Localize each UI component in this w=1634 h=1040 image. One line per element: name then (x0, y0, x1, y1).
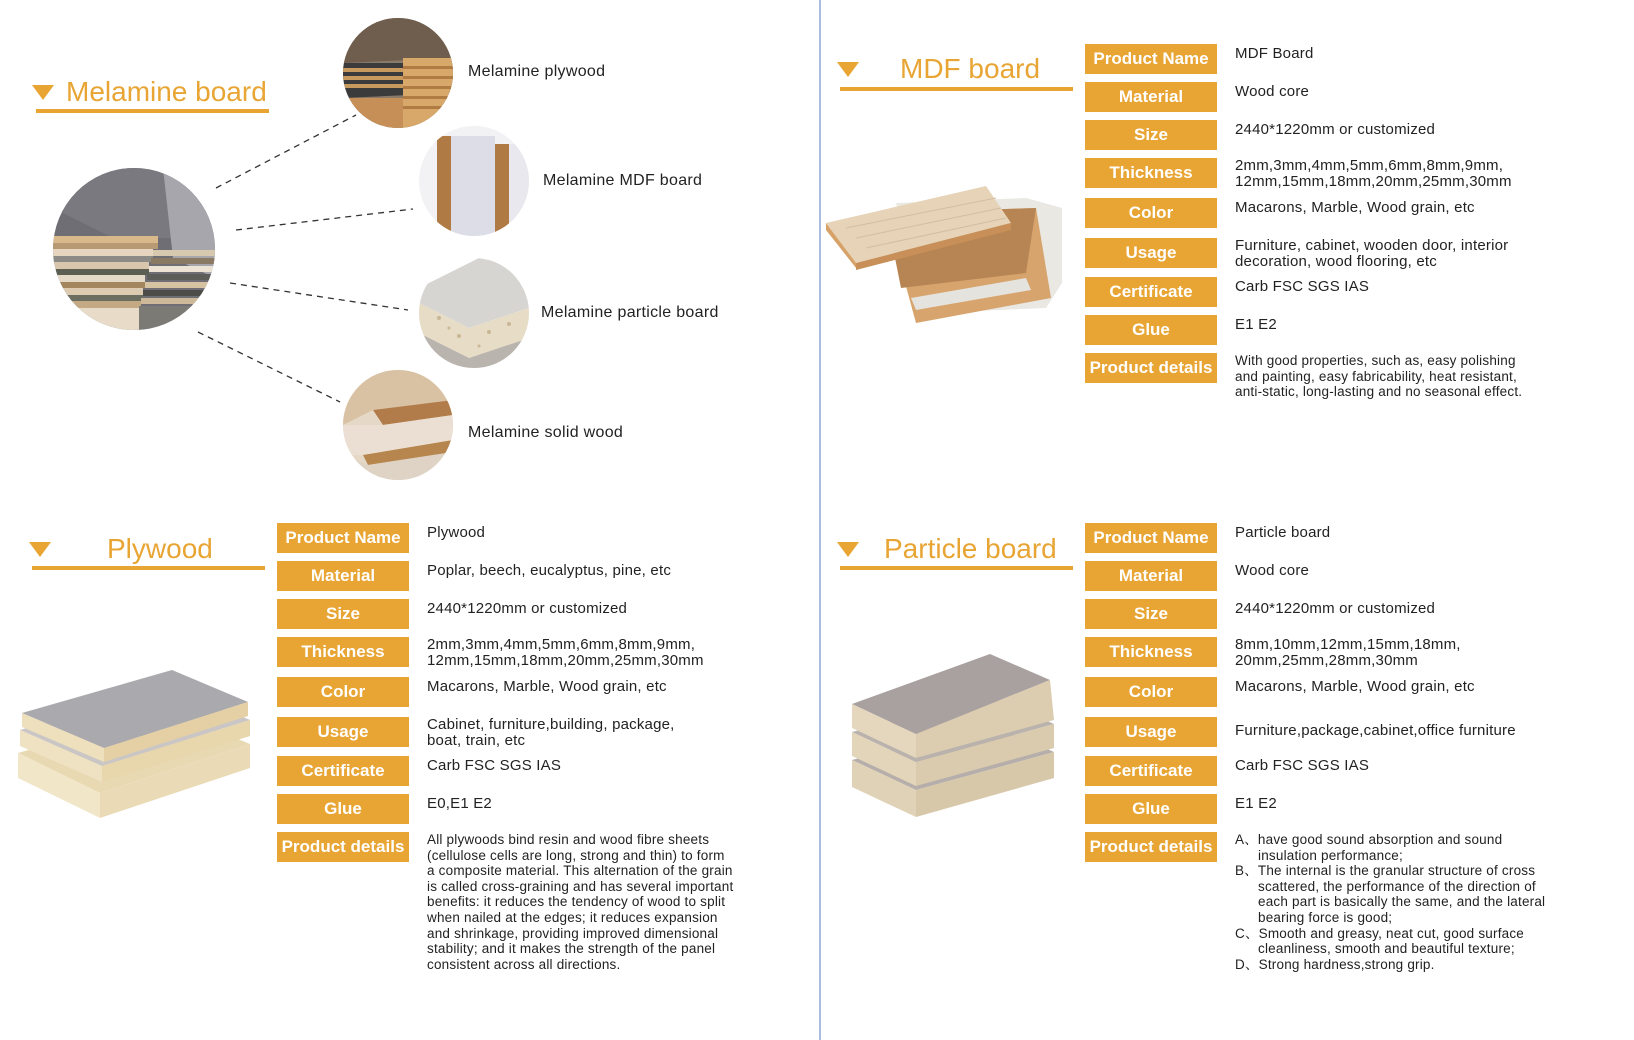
detail-line: when nailed at the edges; it reduces expansion (427, 909, 718, 925)
spec-value: Poplar, beech, eucalyptus, pine, etc (427, 562, 672, 579)
spec-label: Size (277, 599, 409, 629)
spec-label: Thickness (277, 637, 409, 667)
spec-row (1085, 637, 1550, 677)
spec-value: Macarons, Marble, Wood grain, etc (1235, 199, 1475, 216)
spec-value: Macarons, Marble, Wood grain, etc (1235, 678, 1475, 695)
melamine-particle-image (419, 258, 529, 368)
spec-row (1085, 794, 1550, 832)
detail-line: C、Smooth and greasy, neat cut, good surface cleanliness, smooth and beautiful texture; (1235, 925, 1525, 957)
spec-row (277, 756, 733, 794)
spec-value: 2440*1220mm or customized (1235, 600, 1436, 617)
spec-value: 2440*1220mm or customized (1235, 121, 1436, 138)
spec-value: Carb FSC SGS IAS (427, 757, 562, 774)
section-title-text: Melamine board (66, 76, 267, 107)
detail-line: D、Strong hardness,strong grip. (1235, 956, 1435, 972)
spec-value-line: boat, train, etc (427, 732, 526, 749)
spec-value: Wood core (1235, 562, 1310, 579)
melamine-solid-wood-image (343, 370, 453, 480)
detail-line: a composite material. This alternation of the grain (427, 863, 733, 879)
spec-value (427, 637, 704, 669)
spec-value: E0,E1 E2 (427, 795, 492, 812)
melamine-stack-image (53, 168, 215, 330)
spec-label: Material (1085, 82, 1217, 112)
spec-row (277, 599, 733, 637)
particle-spec-table (1085, 523, 1550, 972)
spec-value-line: 2mm,3mm,4mm,5mm,6mm,8mm,9mm, (427, 636, 696, 653)
section-title-text: MDF board (900, 53, 1041, 84)
mdf-section-title (837, 53, 1040, 85)
mdf-spec-table (1085, 44, 1522, 400)
spec-row (1085, 756, 1550, 794)
spec-label: Color (277, 677, 409, 707)
spec-row (1085, 44, 1522, 82)
spec-label: Color (1085, 677, 1217, 707)
spec-row (277, 677, 733, 717)
section-title-text: Plywood (107, 533, 213, 564)
product-details (427, 832, 733, 972)
spec-value: Carb FSC SGS IAS (1235, 278, 1370, 295)
spec-value: Carb FSC SGS IAS (1235, 757, 1370, 774)
spec-label: Product Name (1085, 44, 1217, 74)
triangle-down-icon (837, 62, 859, 77)
spec-value-line: Furniture, cabinet, wooden door, interior (1235, 237, 1509, 254)
spec-label: Glue (277, 794, 409, 824)
spec-label: Usage (1085, 717, 1217, 747)
spec-row (1085, 238, 1522, 277)
detail-line: benefits: it reduces the tendency of wood to split (427, 894, 726, 910)
spec-row (1085, 832, 1550, 972)
spec-value: Wood core (1235, 83, 1310, 100)
spec-label: Certificate (1085, 277, 1217, 307)
spec-row (277, 637, 733, 677)
spec-value-line: 2mm,3mm,4mm,5mm,6mm,8mm,9mm, (1235, 157, 1504, 174)
melamine-solid-wood-label: Melamine solid wood (468, 424, 624, 441)
triangle-down-icon (837, 542, 859, 557)
spec-value-line: 12mm,15mm,18mm,20mm,25mm,30mm (1235, 173, 1512, 190)
spec-row (1085, 561, 1550, 599)
spec-value: E1 E2 (1235, 316, 1277, 333)
spec-row (1085, 315, 1522, 353)
spec-label: Product Name (277, 523, 409, 553)
plywood-section-title (29, 533, 213, 565)
title-underline (32, 566, 265, 570)
triangle-down-icon (29, 542, 51, 557)
spec-row (1085, 353, 1522, 400)
melamine-plywood-label: Melamine plywood (468, 63, 606, 80)
spec-row (1085, 82, 1522, 120)
spec-label: Certificate (277, 756, 409, 786)
spec-value: 2440*1220mm or customized (427, 600, 628, 617)
detail-line: (cellulose cells are long, strong and thin) to form (427, 847, 725, 863)
spec-row (277, 794, 733, 832)
spec-label: Product Name (1085, 523, 1217, 553)
spec-label: Glue (1085, 794, 1217, 824)
particle-section-title (837, 533, 1057, 565)
spec-label: Usage (277, 717, 409, 747)
spec-value-line: 8mm,10mm,12mm,15mm,18mm, (1235, 636, 1461, 653)
spec-row (277, 561, 733, 599)
spec-label: Material (1085, 561, 1217, 591)
spec-label: Usage (1085, 238, 1217, 268)
spec-value: Plywood (427, 524, 486, 541)
spec-row (1085, 120, 1522, 158)
spec-row (1085, 158, 1522, 198)
particle-board-image (850, 652, 1058, 822)
spec-value (1235, 158, 1512, 190)
spec-value (427, 717, 675, 749)
spec-label: Glue (1085, 315, 1217, 345)
spec-row (1085, 717, 1550, 756)
spec-label: Thickness (1085, 158, 1217, 188)
plywood-board-image (18, 668, 254, 818)
melamine-mdf-label: Melamine MDF board (543, 172, 703, 189)
title-underline (840, 566, 1073, 570)
spec-row (1085, 677, 1550, 717)
detail-line: A、have good sound absorption and sound insulation performance; (1235, 832, 1503, 863)
spec-label: Product details (277, 832, 409, 862)
plywood-spec-table (277, 523, 733, 972)
spec-value (1235, 238, 1508, 270)
spec-label: Size (1085, 120, 1217, 150)
melamine-mdf-image (419, 126, 529, 236)
spec-row (277, 717, 733, 756)
detail-line: and painting, easy fabricability, heat resistant, (1235, 368, 1517, 384)
spec-row (1085, 599, 1550, 637)
spec-value (1235, 637, 1461, 669)
spec-row (1085, 523, 1550, 561)
detail-line: anti-static, long-lasting and no seasonal effect. (1235, 384, 1523, 400)
spec-value: Particle board (1235, 524, 1331, 541)
spec-row (277, 832, 733, 972)
spec-value-line: decoration, wood flooring, etc (1235, 253, 1437, 270)
detail-line: With good properties, such as, easy polishing (1235, 353, 1516, 368)
spec-row (1085, 277, 1522, 315)
spec-label: Size (1085, 599, 1217, 629)
mdf-board-image (826, 178, 1062, 323)
title-underline (840, 87, 1073, 91)
spec-label: Product details (1085, 832, 1217, 862)
section-title-text: Particle board (884, 533, 1057, 564)
spec-value: Furniture,package,cabinet,office furniture (1235, 722, 1516, 739)
spec-value: Macarons, Marble, Wood grain, etc (427, 678, 667, 695)
detail-line: consistent across all directions. (427, 956, 621, 972)
detail-line: B、The internal is the granular structure of cross scattered, the performance of the direction of each part is basically the same, and the lateral bearing force is good; (1235, 863, 1546, 925)
spec-label: Thickness (1085, 637, 1217, 667)
spec-row (277, 523, 733, 561)
detail-line: and shrinkage, providing improved dimensional (427, 925, 719, 941)
melamine-particle-label: Melamine particle board (541, 304, 719, 321)
detail-line: is called cross-graining and has several important (427, 878, 734, 894)
spec-value-line: 12mm,15mm,18mm,20mm,25mm,30mm (427, 652, 704, 669)
product-details (1235, 832, 1550, 972)
spec-row (1085, 198, 1522, 238)
spec-value-line: Cabinet, furniture,building, package, (427, 716, 675, 733)
spec-label: Material (277, 561, 409, 591)
spec-label: Color (1085, 198, 1217, 228)
detail-line: stability; and it makes the strength of the panel (427, 941, 716, 957)
spec-value: MDF Board (1235, 45, 1314, 62)
product-details (1235, 353, 1522, 400)
spec-value-line: 20mm,25mm,28mm,30mm (1235, 652, 1419, 669)
spec-value: E1 E2 (1235, 795, 1277, 812)
spec-label: Certificate (1085, 756, 1217, 786)
melamine-plywood-image (343, 18, 453, 128)
spec-label: Product details (1085, 353, 1217, 383)
detail-line: All plywoods bind resin and wood fibre sheets (427, 832, 710, 847)
